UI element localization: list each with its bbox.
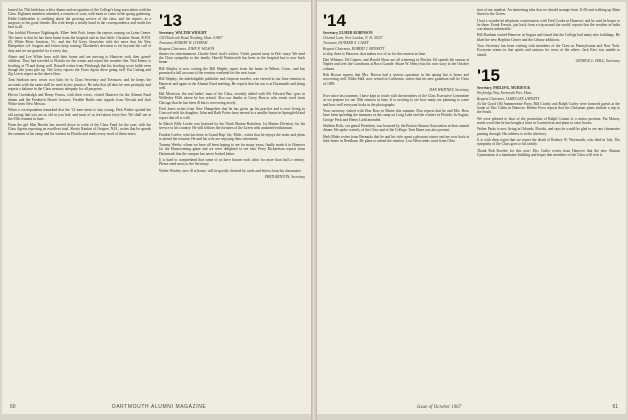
column-paragraph: I had a wonderful telephone conversation with Fred Cooke in Hanover, and he said he hopes to be there. Frank Frewin, just back from a trip around the world, reports that the weather in India was almost unbearable.: [477, 18, 620, 32]
class-agent-line: Bequest Chairman, ROBERT J. BENNETT: [323, 46, 385, 51]
right-page: [317, 2, 626, 414]
left-col2-paragraphs: [159, 52, 305, 179]
column-paragraph: Walter Parks is now living in Orlando, Florida, and says he would be glad to see any classmates passing through. His address is in the directory.: [477, 127, 620, 136]
column-paragraph: FRED BENTON, Secretary: [264, 174, 305, 179]
page-number-right: 61: [612, 404, 618, 410]
column-paragraph: Frankie Loefer, who has been in Grand Rap- ids, Mich., writes that he enjoys the notes and plans to attend the reunion. He and his wife are enjoying their retirement.: [159, 132, 305, 141]
class-heading-13: '13: [159, 11, 182, 30]
class-address-line: Oriental Lane, New London, N. H. 03257: [323, 36, 383, 41]
column-paragraph: At the Good Old Summertime Party, Bill Crosby and Ralph Carley were honored guests at the home of Doc Gibbs in Hanover. Herbie Frost reports that his Christmas plans include a trip to the South.: [477, 101, 620, 115]
class-secretary-line: Secretary, PHILIP K. MURDOCK: [477, 86, 531, 91]
column-paragraph: Your Secretary has been visiting with members of the Class in Pennsylvania and New York. Everyone seems in fine spirits and anxious for news of the others. Jack Kerr was unable to attend.: [477, 44, 620, 57]
column-paragraph: tion of our mindset. An interesting idea that we should arrange from 11:00 and walking up Main Street to the Green.: [477, 8, 620, 17]
column-paragraph: Your secretary visited with Don Ross in Maine this summer. Don reports that he and Mrs. Ross have been spending the summers at the camp on Long Lake and the winters in Florida. In August, George Peck and Henry Ladd attended.: [323, 109, 469, 122]
right-col2-paragraphs-bottom: [477, 102, 620, 157]
column-paragraph: Hector Greenhalgh and Henry Frauss, with their wives, visited Hanover for the Alumni Fund dinner and the Frederick Hewitt lectures. Freddie Butler sent regards from Nevada and Jack White from New Mexico.: [8, 93, 151, 106]
column-paragraph: theater for entertainment. Charlie Strat- ford's widow, Violet, passed away in Feb- ruary. We send the Class sympathy to the family. Harold Wadsworth has been in the hospital but is now back home.: [159, 51, 305, 65]
left-page: [2, 2, 311, 414]
class-heading-14: '14: [323, 11, 346, 30]
column-paragraph: In March Billy Loefer was honored by the Ninth Marine Battalion, 1st Marine Division, for his service to his country. He still follows the fortunes of the Green with unabated enthusiasm.: [159, 121, 305, 131]
column-paragraph: Hal Morrison, the real ladies' man of the Class, recently talked with Mr. Edward Bur- gess in Wellesley Hills where he has retired. Also our thanks to Gerry Brown, who sends word from Chicago that he has been ill but is recovering nicely.: [159, 92, 305, 105]
column-paragraph: Ever since last summer, I have kept in touch with the members of the Class Executive Committee as we prepare for our 55th reunion in June. It is exciting to see how many are planning to come and how well everyone looks in the photographs.: [323, 94, 469, 107]
column-paragraph: When a correspondent remarked that the '12 men seem to stay young, Dick Parker quoted the old saying that you are as old as you feel, and most of us feel about forty-five. We shall see at the 55th reunion in June.: [8, 108, 151, 121]
column-paragraph: Walter Wooley, now ill at home, will be greatly cheered by cards and letters from his classmates.: [159, 168, 302, 173]
column-paragraph: Bill Shipley is now writing the Bill Shipley report from his home in Wilton, Conn., and has promised a full account of the reunion weekend for the next issue.: [159, 66, 305, 75]
left-column-2: [159, 8, 305, 398]
column-paragraph: Herb Blake writes from Bermuda that he and his wife spent a pleasant winter and are now back at their home in Needham. He plans to attend the reunion. Lou Allen sends word from Ohio.: [323, 134, 469, 143]
column-paragraph: From the gift Mae Brooks has moved down to write of the Class Fund for the year, with the Class Agents reporting an excellent total. Shorty Rankin of Ossipee, N.H., writes that he spends the summer at his camp and his winters in Florida and reads every word of these notes.: [8, 123, 151, 136]
column-paragraph: Tommy Weeks, whom we have all been hoping to see for many years, finally made it to Hanover for the Homecoming game and we were delighted to see him. Perry Richardson reports from Dartmouth that the campus has never looked better.: [159, 143, 305, 156]
column-paragraph: Sheldon Roth, our genial President, was honored by the Boston Alumni Association at their annual dinner. He spoke warmly of the Class and of the College. Tom Dunn was also present.: [323, 123, 469, 133]
class-address-line: 124 Hitchcock Road, Reading, Mass. 01867: [159, 36, 223, 41]
right-col2-paragraphs-top: [477, 8, 620, 63]
column-paragraph: to ship three to Hanover, that makes two of us for the reunion in June.: [323, 51, 427, 56]
class-treasurer-line: Treasurer, ROBERT W. CONRAD: [159, 41, 208, 46]
column-paragraph: Fred Jones writes from New Hampshire that he has given up his practice and is now living in Concord with his daughter. John and Ruth Potter have moved to a smaller house in Springfield and report that all is well.: [159, 107, 305, 120]
column-paragraph: DAN WHITNEY, Secretary: [429, 87, 469, 92]
column-paragraph: It is with deep regret that we report the death of Rodney W. Weymouth, who died in July. The sympathy of the Class goes to his family.: [477, 137, 620, 147]
class-secretary-line: Secretary, ELMER ROBINSON: [323, 31, 373, 35]
column-paragraph: Abner and Lee White have sold their home and are moving to Hanover with their grand- children. They had traveled to Florida for the winter and report the weather fine. Ned Emery is bowling at 79 and doing well. Russell writes from Pittsburgh that his bowling score holds even though the years pile up. Ted Gerry reports the Class Agent drive going well. Eat Cutting and Zip Lewis report on the dance floor.: [8, 54, 151, 77]
left-column-1: [8, 8, 151, 398]
column-paragraph: Tom Sanborn now wears two hats; he is Class Secretary and Treasurer, and he keeps the accounts with the same skill he used in law practice. He asks that all dues be sent promptly and reports a balance in the Class treasury adequate for all purposes.: [8, 78, 151, 92]
class-secretary-line: Secretary, WALTER WRIGHT: [159, 31, 207, 35]
page-number-left: 60: [10, 404, 16, 410]
column-paragraph: GEORGE L. HALL, Secretary: [575, 58, 620, 63]
class-heading-15: '15: [477, 66, 500, 86]
right-column-2: [477, 8, 620, 398]
magazine-title-footer: DARTMOUTH ALUMNI MAGAZINE: [112, 404, 207, 410]
issue-footer: Issue of October 1967: [417, 405, 462, 410]
class-agent-line: Bequest Chairman, JAMES LEE LAFERTY: [477, 96, 540, 101]
column-paragraph: We were pleased to hear of the promotion of Ralph Conant to a senior position. Pat Murray sends word that he has bought a farm in Connecticut and plans to raise horses.: [477, 116, 620, 126]
right-col1-paragraphs: [323, 52, 469, 143]
class-address-line: Weybridge Way, Yarmouth Port, Mass.: [477, 91, 533, 96]
left-col1-paragraphs: [8, 8, 151, 136]
column-paragraph: Our faithful Florence Nightingale, Ellen- beth Park, keeps the reports coming on Lyme Center. The latest is that he has been home from the hospital and in fine fettle. Christine Stone, R.F.D. #3, White River Junction, Vt., and she Ed Gerry flourishes with the news that his New Hampshire col- leagues and letters keep coming. Elizabeth's devotion is far beyond the call of duty and we are grateful for it every day.: [8, 31, 151, 53]
class-treasurer-line: Treasurer, HOWARD A. CASEY: [323, 41, 369, 46]
column-paragraph: It is hard to comprehend that some of us have known each other for more than half a century. Please send news to the Secretary.: [159, 158, 305, 167]
column-paragraph: busted for 75th birthdays with a dinner and recognition of the College's long association with the Class. Eighteen members attended, a reunion of sorts, with more to come at the spring gathering. Eddie Lubbenther is crediting about the growing service of the class, and his reports, as a surgeon, to his good friends. His wife keeps a steady hand in the correspondence and sends her best to all.: [8, 8, 151, 30]
class-agent-line: Bequest Chairman, JOHN P. WILSON: [159, 46, 215, 51]
column-paragraph: Dan Whitney, Ed Cramer, and Harold Shaw are all wintering in Florida. Ed spends the season at Naples and sees the Grandsons at Boca Grande. Stuart W. Henry has his own story in the October column.: [323, 58, 469, 71]
right-column-1: [323, 8, 469, 398]
column-paragraph: Bill Dunham visited Hanover in August and found that the College had many new buildings. He liked the new Hopkins Center and the Library additions.: [477, 33, 620, 42]
column-paragraph: Bill Shipley, the indefatigable publisher and frequent traveler, was viewed at our June reunion in Hanover and again at the Alumni Fund meeting. He reports that his son is at Dartmouth and doing well.: [159, 77, 305, 90]
column-paragraph: Bob Brown reports that Mrs. Brown had a serious operation in the spring but is home and recovering well. Eddie Hall, now retired in California, writes that his new grandson will be Class of 1989.: [323, 73, 469, 86]
column-paragraph: Thank Bob Rowlee for this note: Doc Cutler writes from Hanover that the new Alumni Gymnasium is a handsome building and hopes that members of the Class will visit it.: [477, 148, 620, 157]
